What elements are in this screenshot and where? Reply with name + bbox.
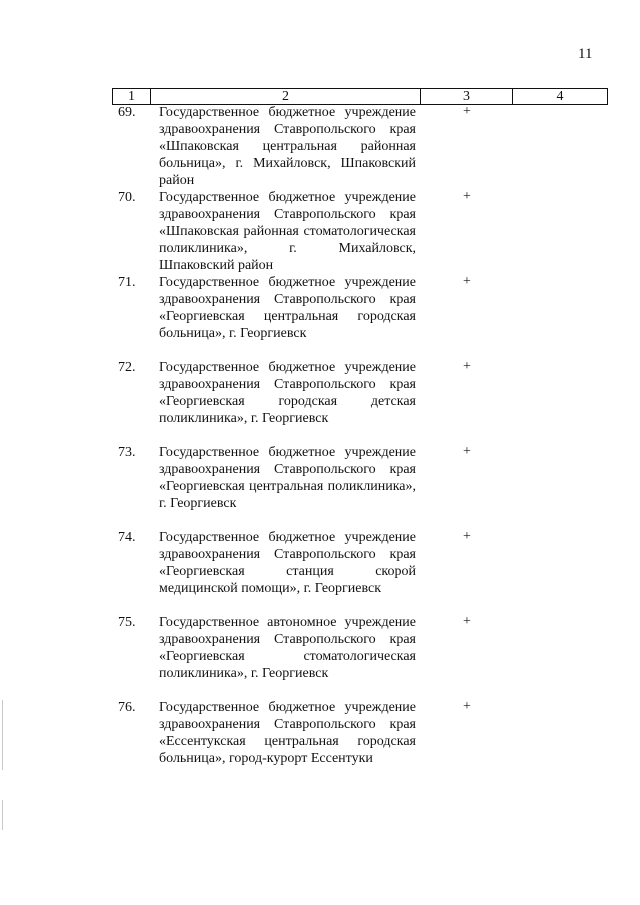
row-number: 71. (118, 275, 136, 290)
table-row (0, 699, 640, 784)
table-row (0, 614, 640, 699)
row-number: 72. (118, 360, 136, 375)
table-row (0, 274, 640, 359)
plus-mark: + (463, 359, 471, 374)
table-row (0, 444, 640, 529)
institution-name: Государственное бюджетное учреждение здравоохранения Ставропольского края «Георгиевская городская детская поликлиника», г. Георгиевск (159, 360, 416, 426)
institution-name: Государственное бюджетное учреждение здравоохранения Ставропольского края «Георгиевская центральная поликлиника», г. Георгиевск (159, 445, 416, 511)
plus-mark: + (463, 189, 471, 204)
header-cell-col3: 3 (421, 89, 513, 104)
institution-name: Государственное бюджетное учреждение здравоохранения Ставропольского края «Шпаковская районная стоматологическая поликлиника», г. Михайловск, Шпаковский район (159, 190, 416, 273)
table-row (0, 359, 640, 444)
scan-edge-mark (2, 700, 3, 770)
plus-mark: + (463, 104, 471, 119)
row-number: 73. (118, 445, 136, 460)
table-row (0, 189, 640, 274)
institution-name: Государственное бюджетное учреждение здравоохранения Ставропольского края «Ессентукская центральная городская больница», город-курорт Ессентуки (159, 700, 416, 766)
table-header-row (112, 88, 608, 105)
header-cell-col2: 2 (151, 89, 421, 104)
entries-list (0, 104, 640, 784)
plus-mark: + (463, 529, 471, 544)
page-number: 11 (578, 46, 593, 62)
row-number: 75. (118, 615, 136, 630)
plus-mark: + (463, 444, 471, 459)
plus-mark: + (463, 274, 471, 289)
table-row (0, 529, 640, 614)
row-number: 70. (118, 190, 136, 205)
row-number: 74. (118, 530, 136, 545)
institution-name: Государственное бюджетное учреждение здравоохранения Ставропольского края «Шпаковская центральная районная больница», г. Михайловск, Шпаковский район (159, 105, 416, 188)
row-number: 76. (118, 700, 136, 715)
header-cell-col4: 4 (556, 89, 564, 104)
institution-name: Государственное бюджетное учреждение здравоохранения Ставропольского края «Георгиевская станция скорой медицинской помощи», г. Георгиевск (159, 530, 416, 596)
header-cell-col1: 1 (113, 89, 151, 104)
institution-name: Государственное автономное учреждение здравоохранения Ставропольского края «Георгиевская стоматологическая поликлиника», г. Георгиевск (159, 615, 416, 681)
scan-edge-mark (2, 800, 3, 830)
plus-mark: + (463, 699, 471, 714)
row-number: 69. (118, 105, 136, 120)
plus-mark: + (463, 614, 471, 629)
institution-name: Государственное бюджетное учреждение здравоохранения Ставропольского края «Георгиевская центральная городская больница», г. Георгиевск (159, 275, 416, 341)
table-row (0, 104, 640, 189)
